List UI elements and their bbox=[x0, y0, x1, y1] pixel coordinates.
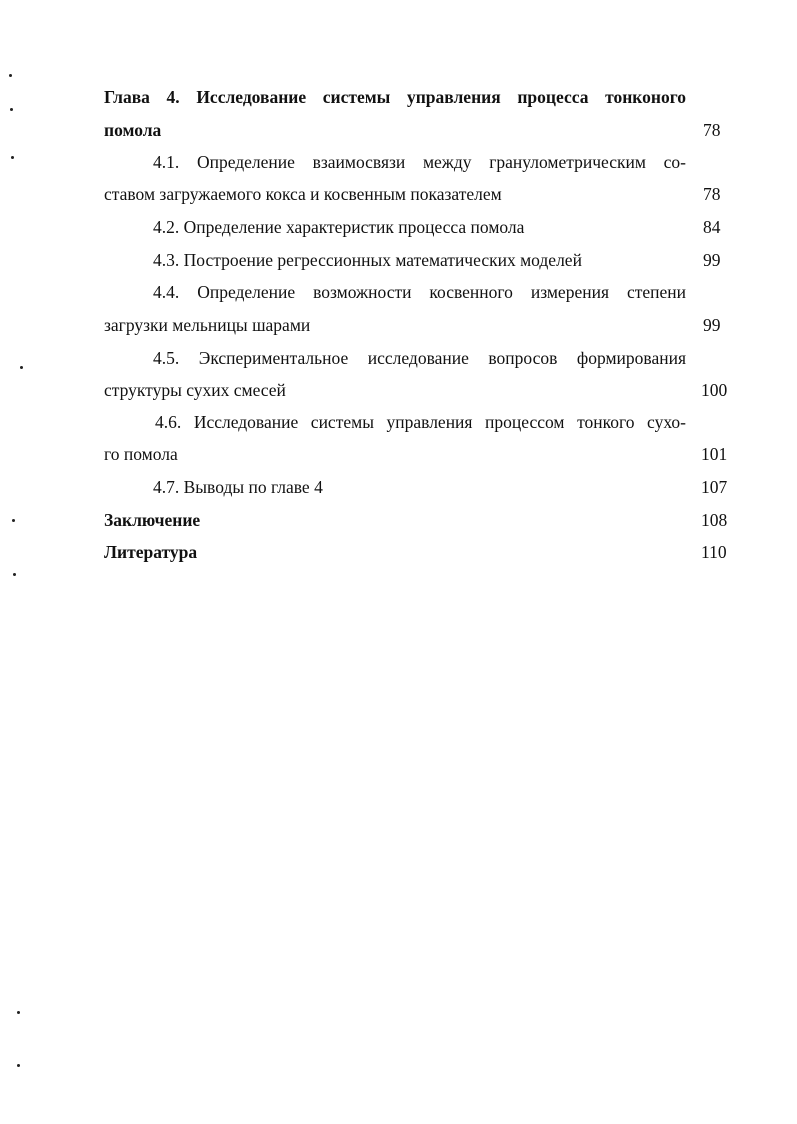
toc-section-4-4-line2: загрузки мельницы шарами bbox=[104, 315, 311, 335]
toc-section-4-7-page: 107 bbox=[701, 477, 728, 497]
toc-chapter-4-page: 78 bbox=[703, 120, 721, 140]
toc-section-4-2-page: 84 bbox=[703, 217, 721, 237]
toc-section-4-3-line1: 4.3. Построение регрессионных математических моделей bbox=[153, 250, 582, 270]
toc-section-4-6-line1: 4.6. Исследование системы управления процессом тонкого сухо- bbox=[155, 412, 686, 432]
scan-speck bbox=[9, 74, 12, 77]
scan-speck bbox=[13, 573, 16, 576]
scan-speck bbox=[12, 519, 15, 522]
toc-section-4-5-page: 100 bbox=[701, 380, 728, 400]
toc-chapter-4-title-line1: Глава 4. Исследование системы управления процесса тонконого bbox=[104, 87, 686, 107]
toc-section-4-7-line1: 4.7. Выводы по главе 4 bbox=[153, 477, 323, 497]
scan-speck bbox=[17, 1011, 20, 1014]
toc-section-4-5-line2: структуры сухих смесей bbox=[104, 380, 286, 400]
scan-speck bbox=[20, 366, 23, 369]
toc-section-4-1-line2: ставом загружаемого кокса и косвенным показателем bbox=[104, 184, 502, 204]
toc-literature-title: Литература bbox=[104, 542, 198, 562]
scan-speck bbox=[11, 156, 14, 159]
toc-chapter-4-title-line2: помола bbox=[104, 120, 162, 140]
toc-section-4-6-page: 101 bbox=[701, 444, 728, 464]
toc-section-4-4-line1: 4.4. Определение возможности косвенного измерения степени bbox=[153, 282, 686, 302]
toc-section-4-1-line1: 4.1. Определение взаимосвязи между гранулометрическим со- bbox=[153, 152, 686, 172]
toc-conclusion-title: Заключение bbox=[104, 510, 201, 530]
scan-speck bbox=[17, 1064, 20, 1067]
toc-section-4-1-page: 78 bbox=[703, 184, 721, 204]
toc-section-4-6-line2: го помола bbox=[104, 444, 178, 464]
toc-section-4-5-line1: 4.5. Экспериментальное исследование вопросов формирования bbox=[153, 348, 686, 368]
scan-speck bbox=[10, 108, 13, 111]
toc-section-4-4-page: 99 bbox=[703, 315, 721, 335]
toc-literature-page: 110 bbox=[701, 542, 727, 562]
toc-conclusion-page: 108 bbox=[701, 510, 728, 530]
toc-section-4-2-line1: 4.2. Определение характеристик процесса помола bbox=[153, 217, 525, 237]
toc-section-4-3-page: 99 bbox=[703, 250, 721, 270]
